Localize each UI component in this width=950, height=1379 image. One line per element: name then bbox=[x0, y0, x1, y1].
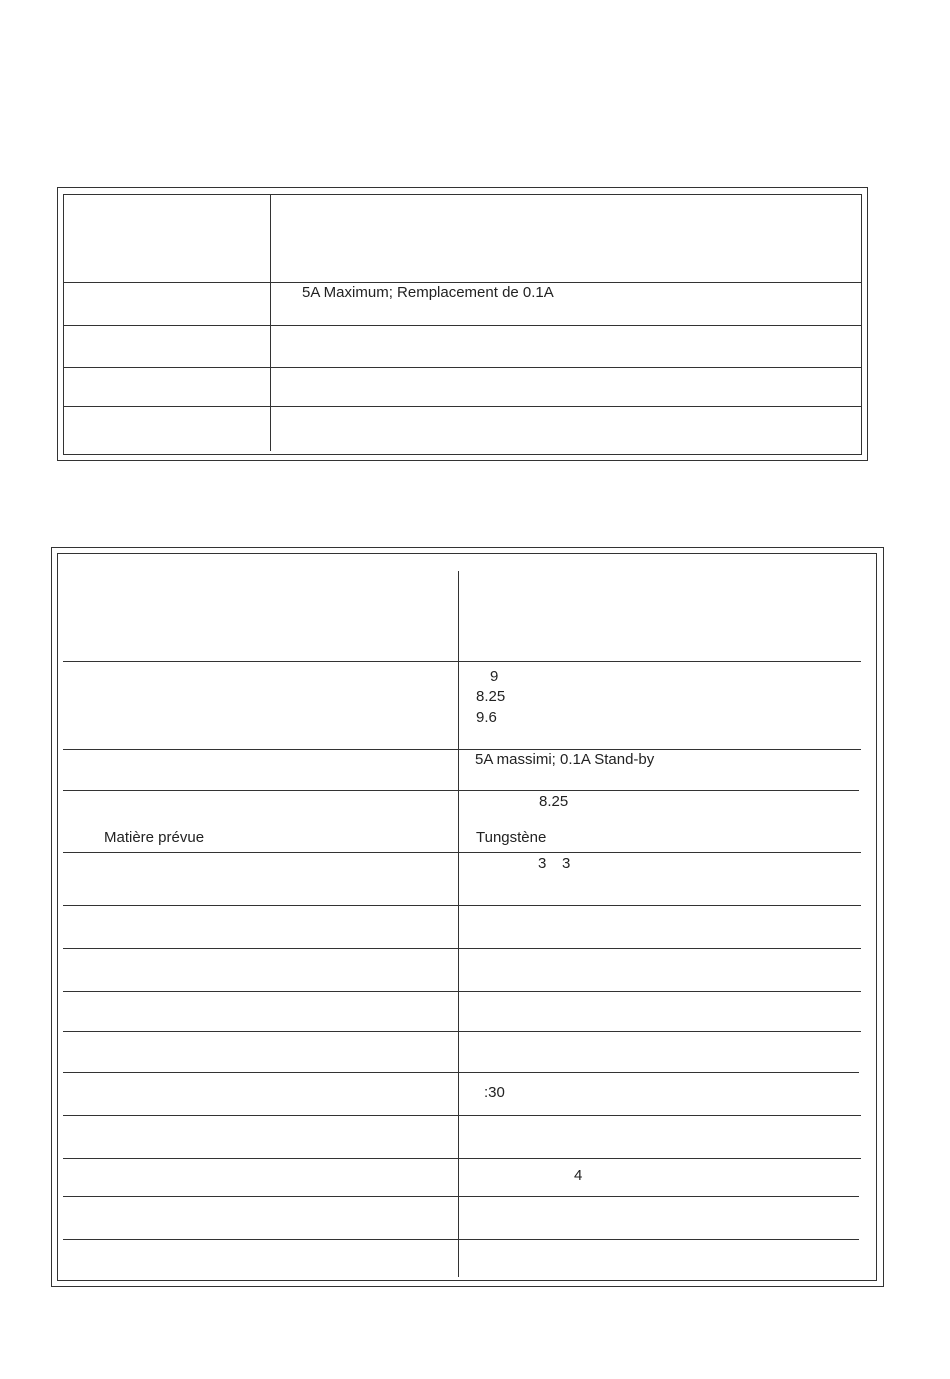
table2-value-line: 8.25 bbox=[539, 793, 569, 810]
table2-row-separator bbox=[63, 1158, 861, 1159]
table2-row-separator bbox=[63, 790, 859, 791]
table2-row-separator bbox=[63, 991, 861, 992]
table2-row-separator bbox=[63, 1115, 861, 1116]
table1-row-separator bbox=[63, 282, 861, 283]
table2-row-separator bbox=[63, 905, 861, 906]
table2-row-separator bbox=[63, 1196, 859, 1197]
table2-value-line: 9.6 bbox=[476, 709, 497, 726]
table2-fuse-rating-value: 5A massimi; 0.1A Stand-by bbox=[475, 751, 655, 768]
table1-row-separator bbox=[63, 367, 861, 368]
table2-row-separator bbox=[63, 852, 861, 853]
table2-row-separator bbox=[63, 1239, 859, 1240]
table2-column-divider bbox=[458, 571, 459, 1277]
table2-count-value: 4 bbox=[574, 1167, 583, 1184]
table2-value-line: 3 bbox=[538, 855, 547, 872]
table1-column-divider bbox=[270, 194, 271, 451]
table2-row-separator bbox=[63, 948, 861, 949]
table2-row-separator bbox=[63, 1031, 861, 1032]
table2-material-value: Tungstène bbox=[476, 829, 547, 846]
table2-row-separator bbox=[63, 749, 861, 750]
table2-value-line: 9 bbox=[490, 668, 499, 685]
table2-inner-border bbox=[57, 553, 877, 1281]
table2-time-value: :30 bbox=[484, 1084, 505, 1101]
table1-fuse-rating-value: 5A Maximum; Remplacement de 0.1A bbox=[302, 284, 554, 301]
table2-value-line: 8.25 bbox=[476, 688, 506, 705]
table2-value-line: 3 bbox=[562, 855, 571, 872]
table1-row-separator bbox=[63, 325, 861, 326]
table2-row-separator bbox=[63, 661, 861, 662]
table2-material-label: Matière prévue bbox=[104, 829, 205, 846]
table2-row-separator bbox=[63, 1072, 859, 1073]
table1-row-separator bbox=[63, 406, 861, 407]
